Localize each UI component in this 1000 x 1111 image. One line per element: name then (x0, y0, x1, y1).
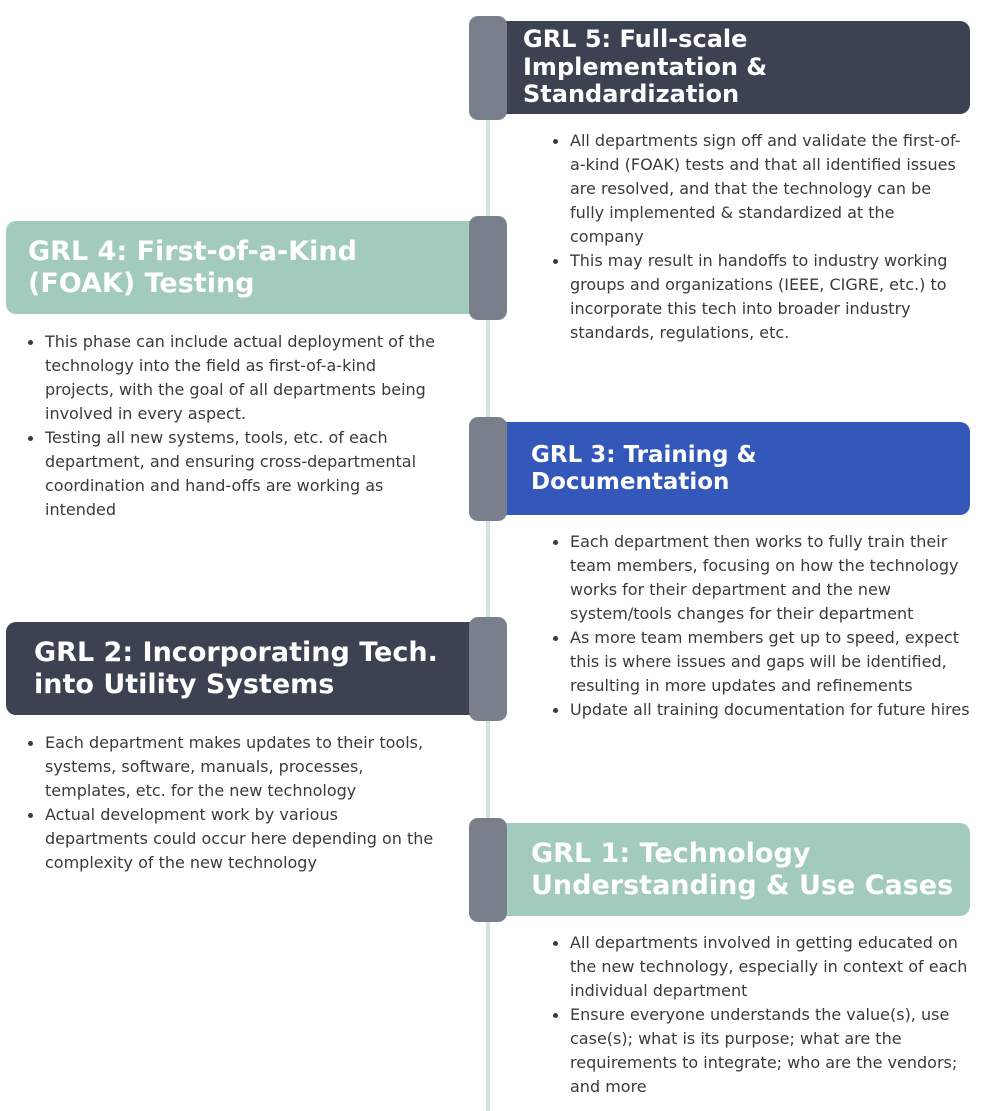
phase-bullets-grl2 (25, 731, 435, 875)
bullet-item: All departments involved in getting educated on the new technology, especially in context of each individual department (550, 931, 970, 1003)
bullet-item: Testing all new systems, tools, etc. of each department, and ensuring cross-departmental coordination and hand-offs are working as intended (25, 426, 435, 522)
phase-title-grl5: GRL 5: Full-scale Implementation & Standardization (523, 25, 768, 109)
bullet-item: As more team members get up to speed, expect this is where issues and gaps will be identified, resulting in more updates and refinements (550, 626, 970, 698)
timeline-marker-grl2 (469, 617, 507, 721)
timeline-marker-grl3 (469, 417, 507, 521)
phase-header-grl3 (495, 422, 970, 515)
bullet-item: This phase can include actual deployment of the technology into the field as first-of-a-kind projects, with the goal of all departments being involved in every aspect. (25, 330, 435, 426)
bullet-item: Update all training documentation for future hires (550, 698, 970, 722)
bullet-item: Each department makes updates to their tools, systems, software, manuals, processes, templates, etc. for the new technology (25, 731, 435, 803)
timeline-marker-grl4 (469, 216, 507, 320)
phase-title-grl4: GRL 4: First-of-a-Kind (FOAK) Testing (28, 236, 357, 299)
phase-header-grl5 (495, 21, 970, 114)
bullet-item: Ensure everyone understands the value(s), use case(s); what is its purpose; what are the requirements to integrate; who are the vendors; and more (550, 1003, 970, 1099)
phase-bullets-grl4 (25, 330, 435, 522)
bullet-item: Actual development work by various departments could occur here depending on the complexity of the new technology (25, 803, 435, 875)
phase-bullets-grl3 (550, 530, 970, 722)
phase-bullets-grl1 (550, 931, 970, 1099)
phase-title-grl3: GRL 3: Training & Documentation (531, 442, 757, 495)
bullet-item: Each department then works to fully train their team members, focusing on how the technology works for their department and the new system/tools changes for their department (550, 530, 970, 626)
phase-bullets-grl5 (550, 129, 970, 345)
phase-title-grl2: GRL 2: Incorporating Tech. into Utility Systems (34, 637, 438, 700)
timeline-marker-grl1 (469, 818, 507, 922)
phase-title-grl1: GRL 1: Technology Understanding & Use Cases (531, 838, 954, 901)
timeline-marker-grl5 (469, 16, 507, 120)
bullet-item: All departments sign off and validate the first-of-a-kind (FOAK) tests and that all identified issues are resolved, and that the technology can be fully implemented & standardized at the company (550, 129, 970, 249)
phase-header-grl4 (6, 221, 484, 314)
phase-header-grl1 (495, 823, 970, 916)
bullet-item: This may result in handoffs to industry working groups and organizations (IEEE, CIGRE, etc.) to incorporate this tech into broader industry standards, regulations, etc. (550, 249, 970, 345)
phase-header-grl2 (6, 622, 484, 715)
